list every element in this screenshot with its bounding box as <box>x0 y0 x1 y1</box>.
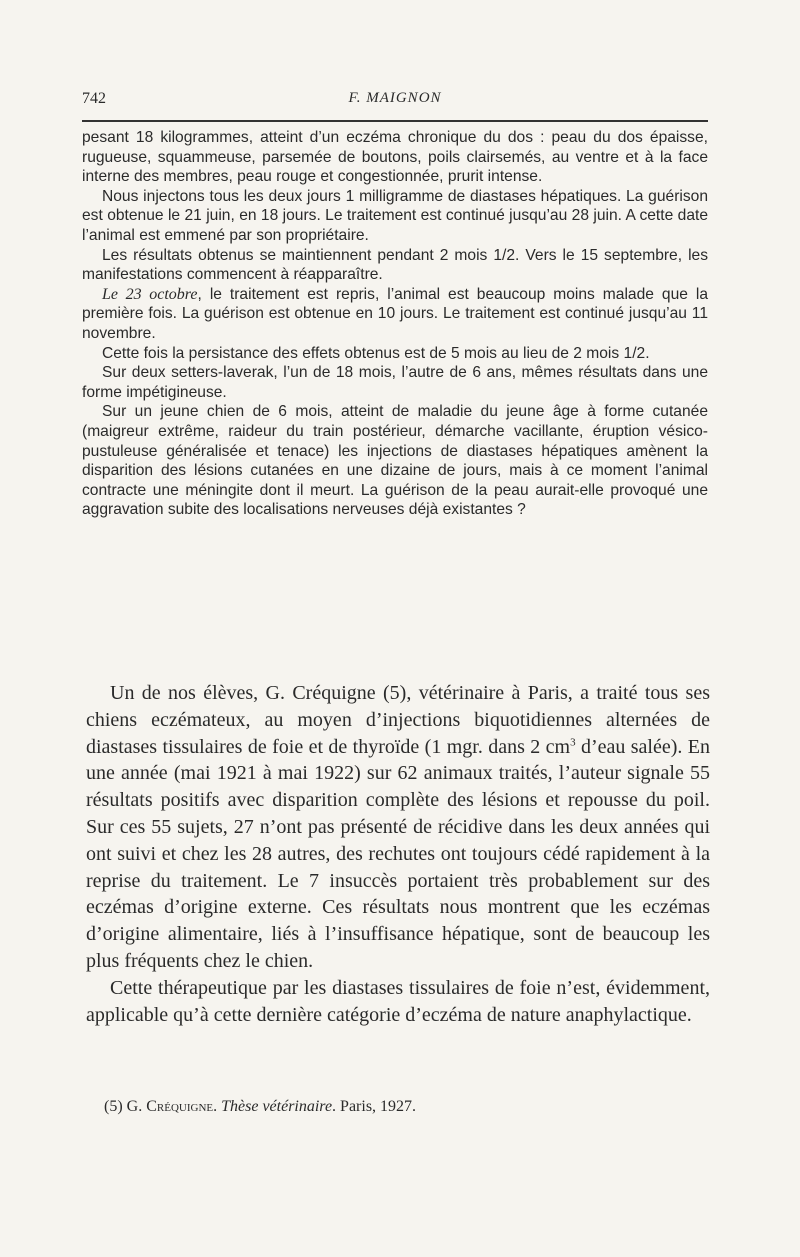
page-number: 742 <box>82 90 106 107</box>
paragraph: Sur deux setters-laverak, l’un de 18 mois, l’autre de 6 ans, mêmes résultats dans une forme impétigineuse. <box>82 364 708 401</box>
page-header <box>82 84 708 122</box>
paragraph: pesant 18 kilogrammes, atteint d’un eczéma chronique du dos : peau du dos épaisse, rugueuse, squammeuse, parsemée de boutons, poils clairsemés, au ventre et à la face interne des membres, peau rouge et congestionnée, prurit intense. <box>82 129 708 186</box>
paragraph: Cette fois la persistance des effets obtenus est de 5 mois au lieu de 2 mois 1/2. <box>102 344 650 362</box>
superscript: 3 <box>570 735 576 748</box>
paragraph: Sur un jeune chien de 6 mois, atteint de maladie du jeune âge à forme cutanée (maigreur extrême, raideur du train postérieur, démarche vacillante, éruption vésico-pustuleuse généralisée et tenace) les injections de diastases hépatiques amènent la disparition des lésions cutanées en une dizaine de jours, mais à ce moment l’animal contracte une méningite dont il meurt. La guérison de la peau aurait-elle provoqué une aggravation subite des localisations nerveuses déjà existantes ? <box>82 403 708 519</box>
footnote-separator: . <box>213 1098 222 1115</box>
footnote-rest: . Paris, 1927. <box>332 1098 417 1115</box>
case-report-text <box>82 128 708 520</box>
paragraph: Les résultats obtenus se maintiennent pendant 2 mois 1/2. Vers le 15 septembre, les manifestations commencent à réapparaître. <box>82 246 708 284</box>
paragraph-part: Un de nos élèves, G. Créquigne (5), vétérinaire à Paris, a traité tous ses chiens eczémateux, au moyen d’injections biquotidiennes alternées de diastases tissulaires de foie et de thyroïde (1 mgr. dans 2 cm <box>86 682 710 758</box>
paragraph: Nous injectons tous les deux jours 1 milligramme de diastases hépatiques. La guérison est obtenue le 21 juin, en 18 jours. Le traitement est continué jusqu’au 28 juin. A cette date l’animal est emmené par son propriétaire. <box>82 187 708 244</box>
footnote-author: Créquigne <box>146 1098 214 1115</box>
main-text <box>86 680 710 1028</box>
paragraph <box>86 680 710 975</box>
paragraph: Cette thérapeutique par les diastases tissulaires de foie n’est, évidemment, applicable qu’à cette dernière catégorie d’eczéma de nature anaphylactique. <box>86 976 710 1026</box>
paragraph-part: d’eau salée). En une année (mai 1921 à mai 1922) sur 62 animaux traités, l’auteur signale 55 résultats positifs avec disparition complète des lésions et repousse du poil. Sur ces 55 sujets, 27 n’ont pas présenté de récidive dans les deux années qui ont suivi et chez les 28 autres, des rechutes ont toujours cédé rapidement à la reprise du traitement. Le 7 insuccès portaient très probablement sur des eczémas d’origine externe. Ces résultats nous montrent que les eczémas d’origine alimentaire, liés à l’insuffisance hépatique, sont de beaucoup les plus fréquents chez le chien. <box>86 735 711 972</box>
paragraph-rest: , le traitement est repris, l’animal est beaucoup moins malade que la première fois. La guérison est obtenue en 10 jours. Le traitement est continué jusqu’au 11 novembre. <box>82 285 709 342</box>
paragraph <box>82 285 708 344</box>
footnote-title: Thèse vétérinaire <box>221 1098 333 1115</box>
footnote <box>104 1098 704 1116</box>
running-title: F. MAIGNON <box>348 90 442 106</box>
date-italic: Le 23 octobre <box>102 285 198 303</box>
footnote-number: (5) G. <box>104 1098 147 1115</box>
